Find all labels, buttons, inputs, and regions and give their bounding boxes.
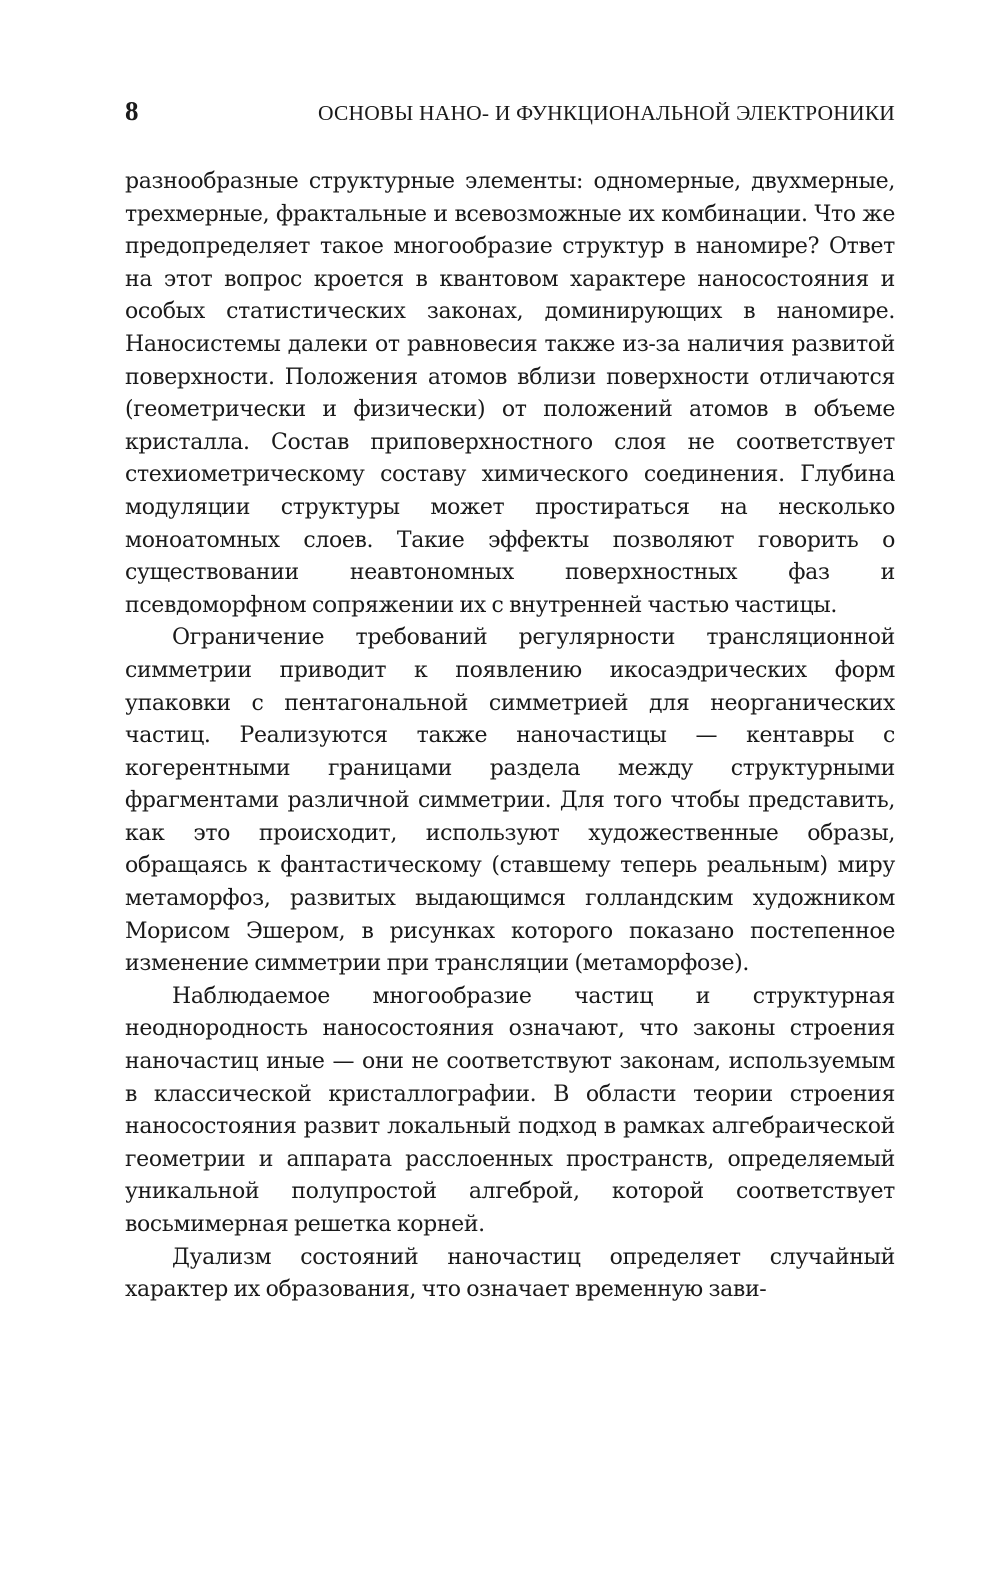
paragraph-crystallography: Наблюдаемое многообразие частиц и структурная неоднородность наносостояния означают, что законы строения наночастиц иные — они не соответствуют законам, используемым в классической кристаллографии. В области теории строения наносостояния развит локальный подход в рамках алгебраической геометрии и аппарата расслоенных пространств, определяемый уникальной полупростой алгеброй, которой соответствует восьмимерная решетка корней. (125, 983, 895, 1237)
paragraph-dualism: Дуализм состояний наночастиц определяет случайный характер их образования, что означает временную зави- (125, 1244, 895, 1303)
body-text (125, 166, 895, 1307)
running-header (125, 96, 895, 136)
paragraph-continuation: разнообразные структурные элементы: одномерные, двухмерные, трехмерные, фрактальные и всевозможные их комбинации. Что же предопределяет такое многообразие структур в наномире? Ответ на этот вопрос кроется в квантовом характере наносостояния и особых статистических законах, доминирующих в наномире. Наносистемы далеки от равновесия также из-за наличия развитой поверхности. Положения атомов вблизи поверхности отличаются (геометрически и физически) от положений атомов в объеме кристалла. Состав приповерхностного слоя не соответствует стехиометрическому составу химического соединения. Глубина модуляции структуры может простираться на несколько моноатомных слоев. Такие эффекты позволяют говорить о существовании неавтономных поверхностных фаз и псевдоморфном сопряжении их с внутренней частью частицы. (125, 169, 895, 618)
paragraph-symmetry: Ограничение требований регулярности трансляционной симметрии приводит к появлению икосаэдрических форм упаковки с пентагональной симметрией для неорганических частиц. Реализуются также наночастицы — кентавры с когерентными границами раздела между структурными фрагментами различной симметрии. Для того чтобы представить, как это происходит, используют художественные образы, обращаясь к фантастическому (ставшему теперь реальным) миру метаморфоз, развитых выдающимся голландским художником Морисом Эшером, в рисунках которого показано постепенное изменение симметрии при трансляции (метаморфозе). (125, 625, 895, 977)
book-page (125, 96, 895, 1307)
page-number: 8 (125, 96, 139, 126)
running-header-title: ОСНОВЫ НАНО- И ФУНКЦИОНАЛЬНОЙ ЭЛЕКТРОНИКИ (317, 101, 895, 125)
